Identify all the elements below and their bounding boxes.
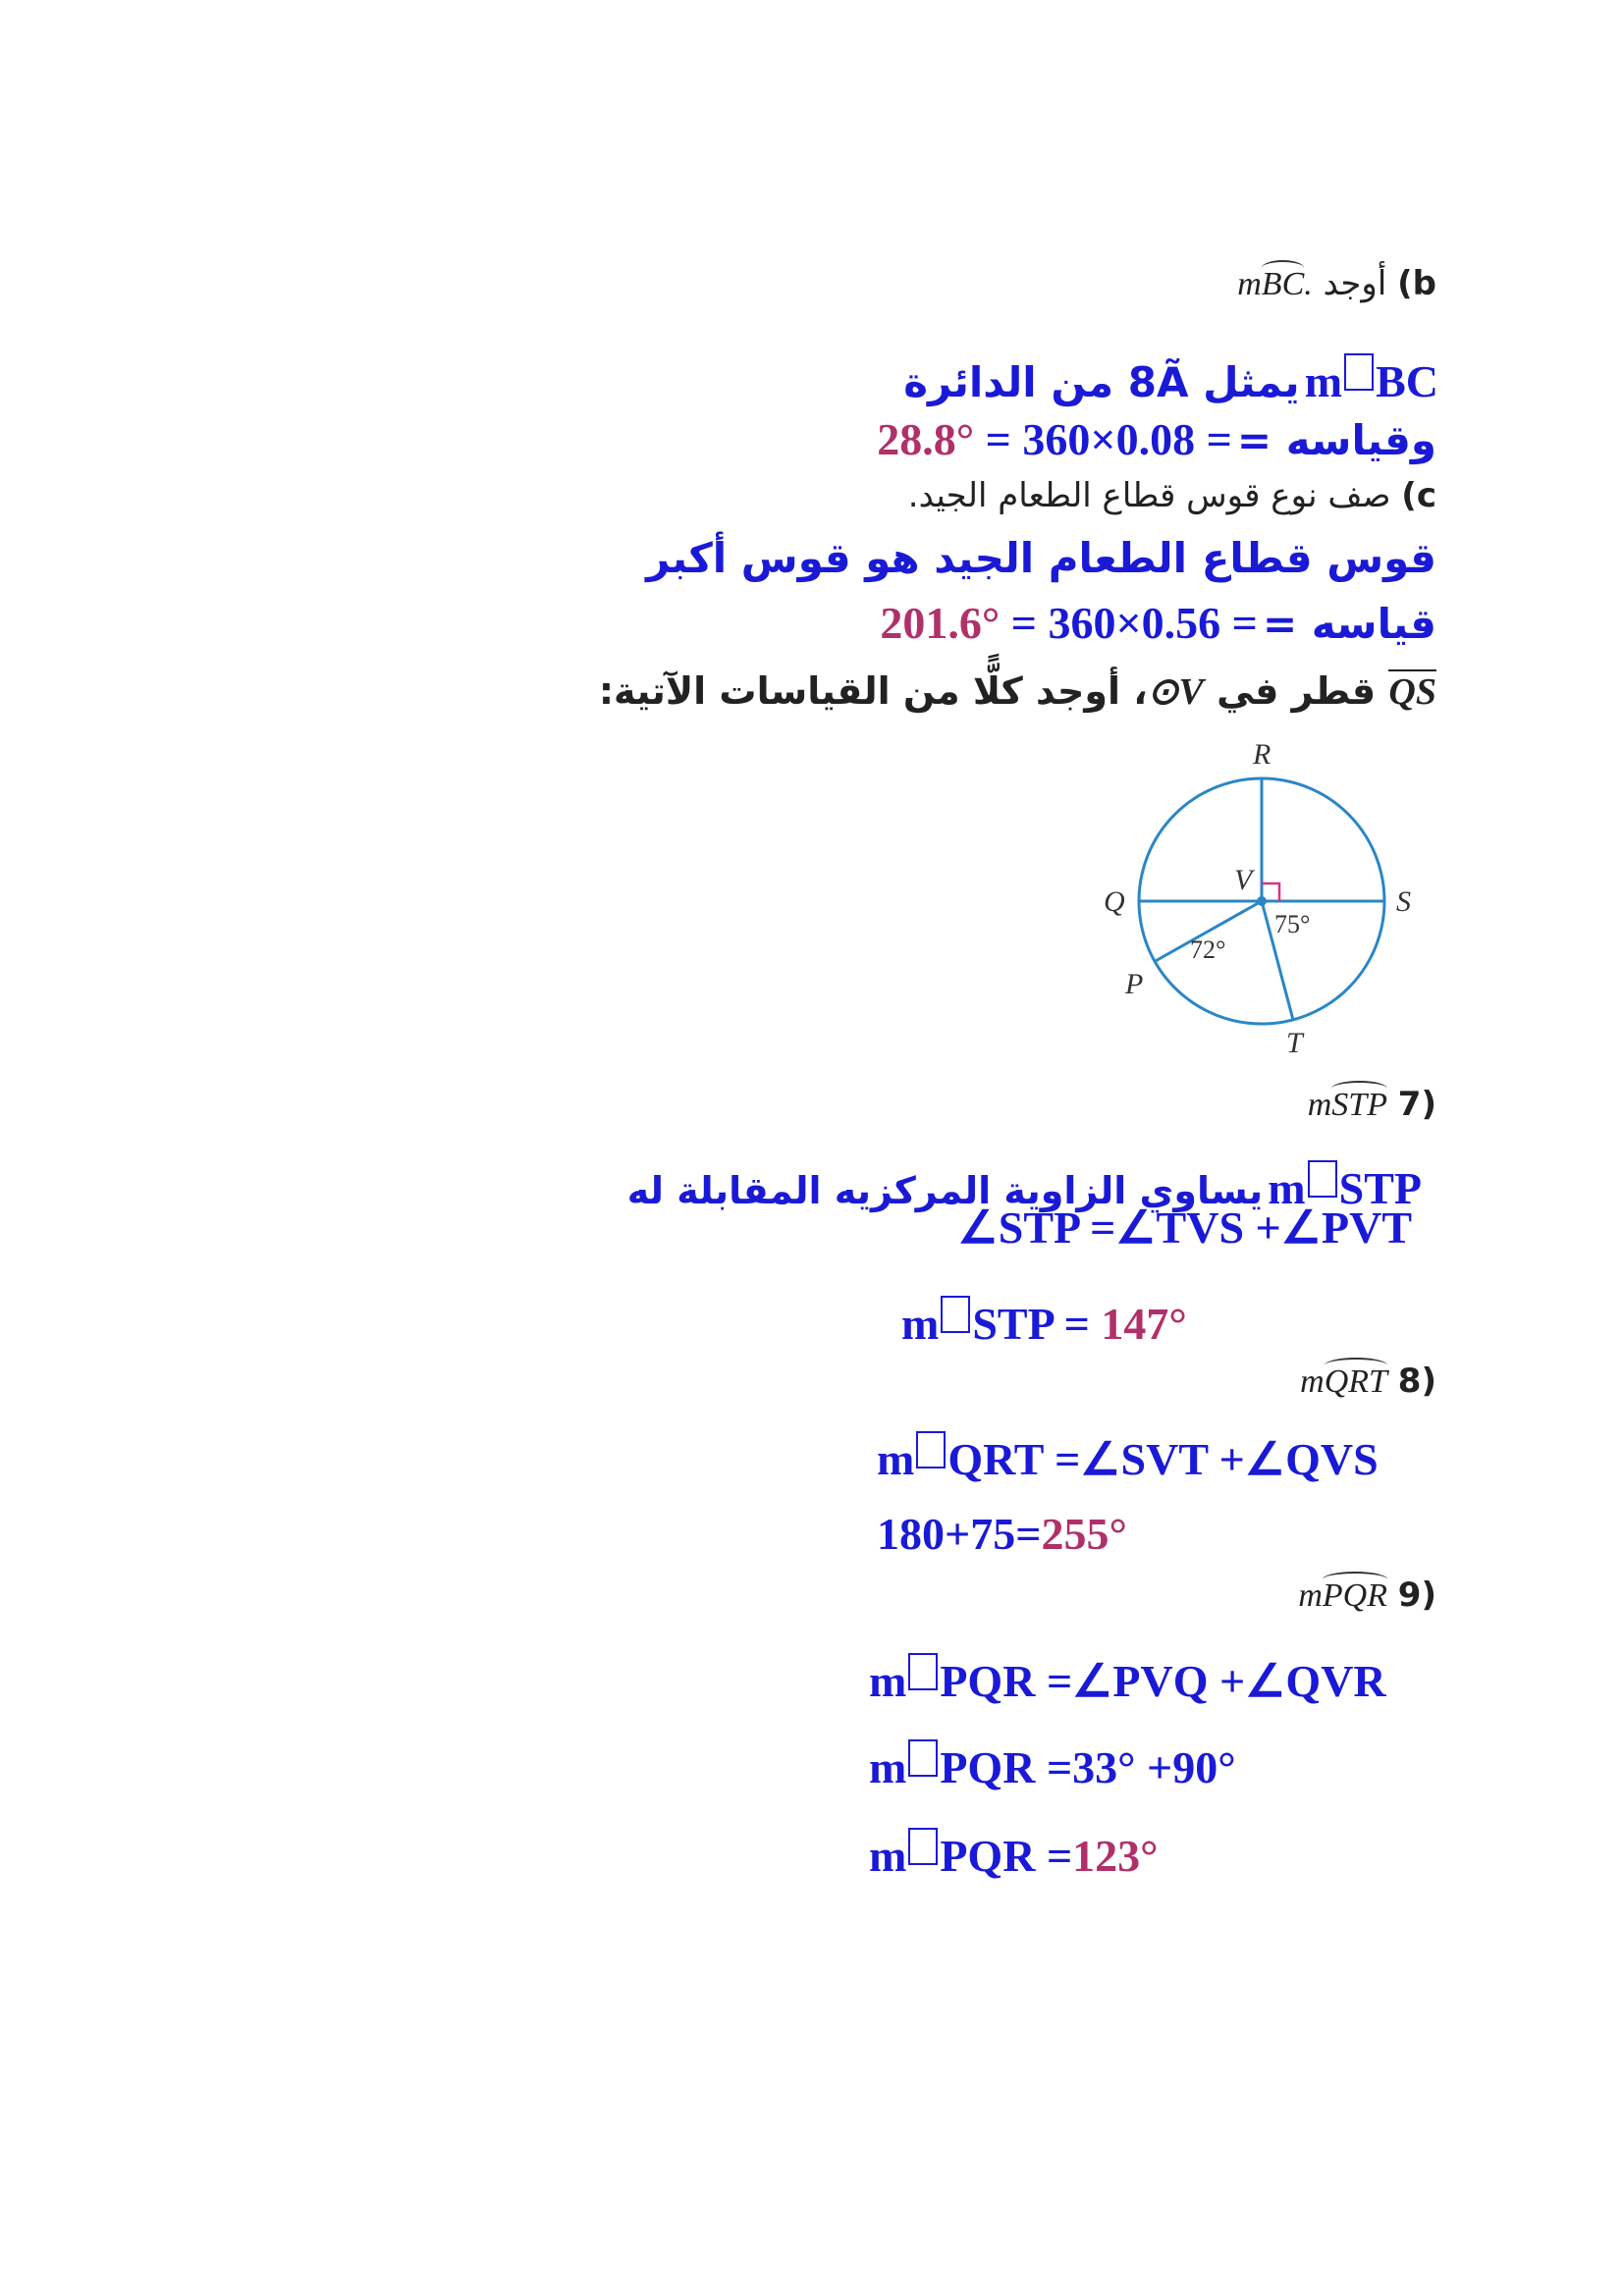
missing-glyph-box xyxy=(941,1296,970,1333)
part-b-label: b) xyxy=(1397,264,1436,303)
label-q: Q xyxy=(1104,885,1125,918)
q9-answer-1: m PQR =∠PVQ +∠QVR xyxy=(869,1653,1386,1704)
label-v: V xyxy=(1234,864,1253,896)
part-c-answer-2 xyxy=(880,598,1436,648)
label-s: S xyxy=(1396,885,1411,918)
part-b-question xyxy=(1237,264,1436,303)
center-point xyxy=(1257,896,1267,906)
circle-v: ⊙V xyxy=(1147,671,1204,713)
stem-text-2: ، أوجد كلًّا من القياسات الآتية: xyxy=(598,669,1148,713)
part-b-measure-calc: 28.8° = 360×0.08 = xyxy=(877,414,1232,464)
q9-answer-2: m PQR =33° +90° xyxy=(869,1739,1236,1790)
angle-72-label: 72° xyxy=(1190,935,1226,964)
missing-glyph-box xyxy=(908,1653,938,1690)
label-p: P xyxy=(1125,968,1144,1000)
arc-stp: STP xyxy=(1331,1087,1387,1123)
arc-qrt: QRT xyxy=(1324,1363,1387,1400)
q8-label: (8 xyxy=(1397,1362,1436,1401)
q7-answer-2: ∠STP =∠TVS +∠PVT xyxy=(957,1202,1412,1253)
q8-answer-1: m QRT =∠SVT +∠QVS xyxy=(877,1431,1379,1482)
q7-answer-text: يساوي الزاوية المركزيه المقابلة له xyxy=(626,1169,1264,1212)
missing-glyph-box xyxy=(908,1828,938,1865)
q7-question xyxy=(1307,1085,1436,1124)
q7-label: (7 xyxy=(1397,1085,1436,1124)
part-c-result: 201.6° xyxy=(880,598,1001,648)
q9-result: 123° xyxy=(1072,1831,1159,1881)
part-c-measure-calc: 201.6° = 360×0.56 = xyxy=(880,598,1258,648)
segment-qs: QS xyxy=(1388,671,1436,713)
missing-glyph-box xyxy=(916,1431,946,1468)
q8-question xyxy=(1300,1364,1436,1399)
problem-stem xyxy=(598,669,1436,713)
q9-answer-3: m PQR =123° xyxy=(869,1828,1159,1879)
q8-result: 255° xyxy=(1041,1509,1127,1559)
q8-expr: mQRT xyxy=(1300,1363,1387,1400)
missing-glyph-box xyxy=(1344,353,1374,391)
part-b-answer-arc: m BC xyxy=(1305,356,1438,406)
q9-label: (9 xyxy=(1397,1575,1436,1615)
circle-figure xyxy=(1080,736,1453,1070)
part-b-expr: mBC. xyxy=(1237,266,1313,302)
part-b-answer-1 xyxy=(903,353,1438,404)
q9-question xyxy=(1298,1575,1436,1615)
q7-answer-arc: m STP xyxy=(1268,1163,1422,1213)
part-b-result: 28.8° xyxy=(877,414,975,464)
label-r: R xyxy=(1253,738,1271,771)
part-b-measure-label: وقياسه = xyxy=(1236,416,1436,464)
q9-expr: mPQR xyxy=(1298,1577,1387,1614)
part-c-question xyxy=(907,476,1436,515)
stem-text-1: قطر في xyxy=(1217,669,1377,713)
part-b-answer-text: يمثل 8Ã من الدائرة xyxy=(903,358,1300,406)
label-t: T xyxy=(1286,1027,1303,1059)
arc-pqr: PQR xyxy=(1322,1577,1387,1614)
part-c-label: c) xyxy=(1401,476,1436,515)
angle-75-label: 75° xyxy=(1274,910,1311,938)
part-c-measure-label: قياسه = xyxy=(1262,600,1436,648)
q7-expr: mSTP xyxy=(1307,1087,1387,1123)
arc-bc: BC xyxy=(1261,266,1305,302)
part-c-text: صف نوع قوس قطاع الطعام الجيد. xyxy=(907,476,1391,515)
q7-answer-3: m STP = 147° xyxy=(901,1296,1187,1347)
part-c-answer-1: قوس قطاع الطعام الجيد هو قوس أكبر xyxy=(646,534,1436,582)
q8-answer-2: 180+75=255° xyxy=(877,1509,1127,1559)
missing-glyph-box xyxy=(908,1739,938,1777)
part-b-text: أوجد xyxy=(1323,264,1387,303)
part-b-answer-2 xyxy=(877,414,1436,464)
q7-result: 147° xyxy=(1101,1299,1187,1349)
missing-glyph-box xyxy=(1308,1160,1337,1198)
